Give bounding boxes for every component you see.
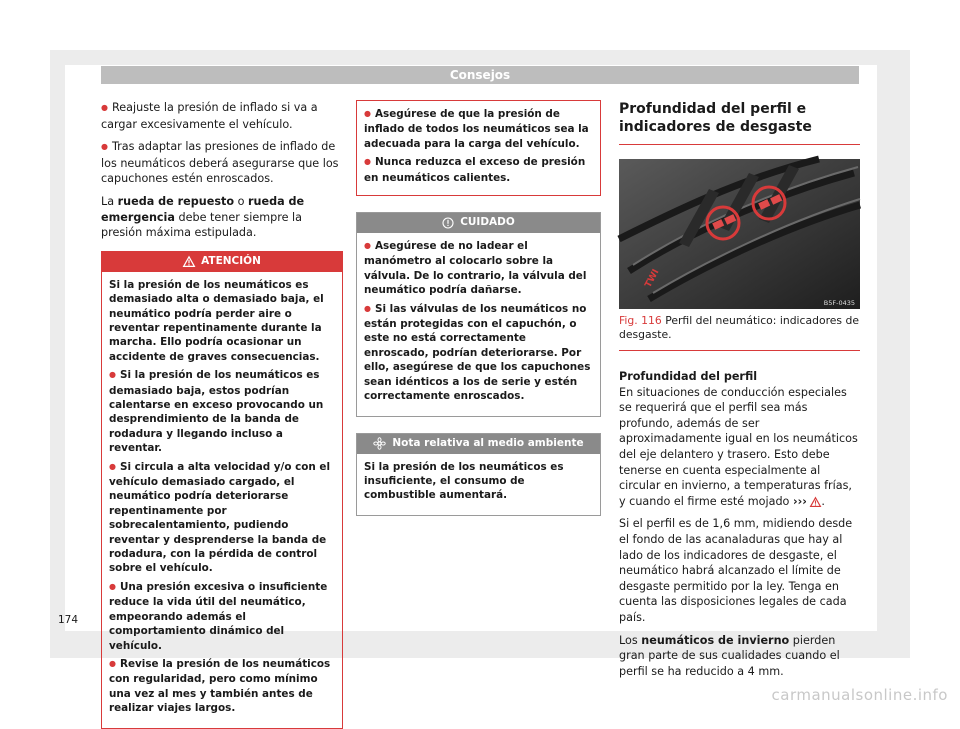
invierno-bold: neumáticos de invierno [641, 633, 790, 647]
warning-item: ● Si la presión de los neumáticos es demasiado baja, estos podrían calentarse en exceso provocando un desprendimiento de la banda de rodadura y llegando incluso a reventar. [109, 368, 335, 455]
warning-intro: Si la presión de los neumáticos es demasiado alta o demasiado baja, el neumático podría perder aire o reventar repentinamente durante la marcha. Ello podría ocasionar un accidente de graves consecuencias. [109, 278, 324, 363]
caution-title: CUIDADO [460, 216, 515, 229]
figure-code: B5F-0435 [823, 299, 855, 307]
warning-continued-box [356, 100, 601, 196]
caution-bar [357, 213, 600, 233]
paragraph-profundidad [619, 385, 860, 510]
warning-triangle-icon [810, 497, 821, 507]
spare-text-bold1: rueda de repuesto [117, 194, 235, 208]
column-right [619, 100, 860, 686]
caution-content [357, 233, 600, 415]
environment-flower-icon [373, 437, 386, 450]
tire-tread-image [619, 159, 860, 309]
invierno-pre: Los [619, 633, 642, 647]
environment-title: Nota relativa al medio ambiente [392, 436, 584, 449]
environment-bar [357, 434, 600, 454]
environment-content [357, 454, 600, 515]
invierno-post: pierden gran parte de sus cualidades cuando el perfil se ha reducido a 4 mm. [619, 633, 840, 678]
paragraph-limite: Si el perfil es de 1,6 mm, midiendo desde el fondo de las acanaladuras que hay al lado de los indicadores de desgaste, el neumático habrá alcanzado el límite de desgaste permitido por la ley. Tenga en cuenta las disposiciones legales de cada país. [619, 517, 853, 624]
warning-item: ● Revise la presión de los neumáticos con regularidad, pero como mínimo una vez al mes y también antes de realizar viajes largos. [109, 657, 335, 716]
warning-item: ● Nunca reduzca el exceso de presión en neumáticos calientes. [364, 155, 593, 185]
sub-heading [619, 369, 860, 385]
warning-item: ● Una presión excesiva o insuficiente reduce la vida útil del neumático, empeorando además el comportamiento dinámico del vehículo. [109, 580, 335, 653]
tire-tread-figure [619, 159, 860, 309]
figure-caption [619, 314, 860, 351]
section-header: Consejos [101, 66, 859, 84]
twi-marking: TWI [643, 267, 662, 290]
bullet-reajuste: ● Reajuste la presión de inflado si va a cargar excesivamente el vehículo. [101, 100, 343, 132]
column-left [101, 100, 343, 729]
info-circle-icon [442, 217, 454, 229]
warning-box [101, 251, 343, 729]
spare-text-pre: La [101, 194, 118, 208]
caution-item: ● Si las válvulas de los neumáticos no están protegidas con el capuchón, o este no está correctamente enroscado, podrían deteriorarse. Por ello, asegúrese de que los capuchones sean idénticos a los de serie y estén correctamente enroscados. [364, 302, 593, 404]
cross-reference-arrow[interactable]: ››› [792, 494, 807, 508]
paragraph-profundidad-end: . [821, 494, 825, 508]
warning-bar [102, 252, 342, 272]
spare-wheel-paragraph [101, 194, 343, 241]
warning-continued-content [357, 101, 600, 195]
warning-item: ● Si circula a alta velocidad y/o con el vehículo demasiado cargado, el neumático podría deteriorarse repentinamente por sobrecalentamiento, pudiendo reventar y desprenderse la banda de rodadura, con la pérdida de control sobre el vehículo. [109, 460, 335, 576]
spare-text-mid: o [234, 194, 248, 208]
page-number: 174 [58, 614, 79, 626]
spare-text-bold2: rueda de emergencia [101, 194, 305, 224]
caution-box [356, 212, 601, 416]
figure-caption-text: Perfil del neumático: indicadores de desgaste. [619, 314, 859, 341]
bullet-capuchones: ● Tras adaptar las presiones de inflado de los neumáticos deberá asegurarse que los capuchones estén enroscados. [101, 139, 343, 187]
watermark: carmanualsonline.info [771, 686, 948, 704]
spare-text-post: debe tener siempre la presión máxima estipulada. [101, 210, 302, 240]
paragraph-invierno [619, 633, 860, 680]
environment-text: Si la presión de los neumáticos es insuficiente, el consumo de combustible aumentará. [364, 460, 564, 502]
figure-number: Fig. 116 [619, 314, 662, 327]
warning-content [102, 272, 342, 728]
section-title: Profundidad del perfil e indicadores de desgaste [619, 100, 860, 145]
warning-title: ATENCIÓN [201, 254, 261, 267]
sub-heading-text: Profundidad del perfil [619, 370, 758, 383]
warning-item: ● Asegúrese de que la presión de inflado de todos los neumáticos sea la adecuada para la carga del vehículo. [364, 107, 593, 151]
column-middle [356, 100, 601, 516]
caution-item: ● Asegúrese de no ladear el manómetro al colocarlo sobre la válvula. De lo contrario, la válvula del neumático podría dañarse. [364, 239, 593, 298]
warning-triangle-icon [183, 256, 195, 267]
environment-note-box [356, 433, 601, 516]
paragraph-profundidad-text: En situaciones de conducción especiales se requerirá que el perfil sea más profundo, además de ser aproximadamente igual en los neumáticos del eje delantero y trasero. Esto debe tenerse en cuenta especialmente al circular en invierno, a temperaturas frías, y cuando el firme esté mojado [619, 385, 858, 508]
